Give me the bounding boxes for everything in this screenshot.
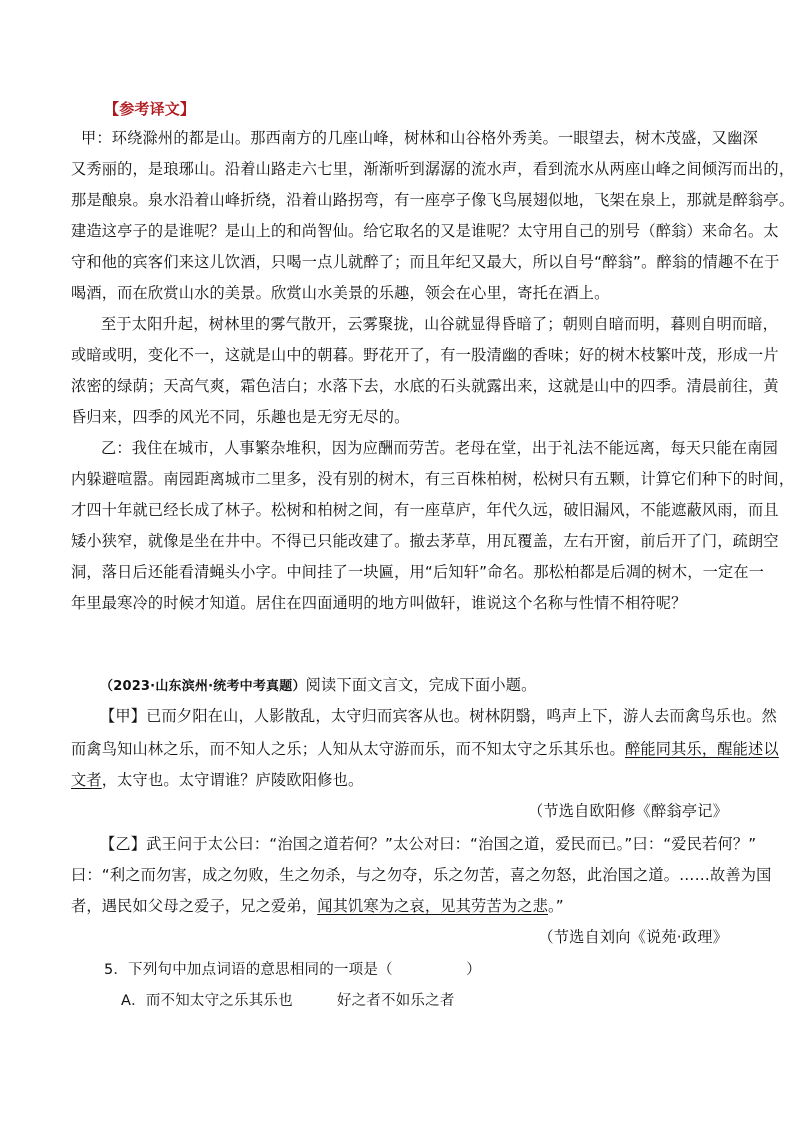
yi-line-3 xyxy=(71,896,564,916)
underlined-sentence: 醉能同其乐，醒能述以 xyxy=(624,740,779,758)
yi-line-2: 曰：“利之而勿害，成之勿败，生之勿杀，与之勿夺，乐之勿苦，喜之勿怒，此治国之道。……故善为国 xyxy=(71,866,772,884)
jia-text: ，太守也。太守谓谁？庐陵欧阳修也。 xyxy=(101,771,364,789)
jia-line-3 xyxy=(71,770,363,790)
question-5: 5．下列句中加点词语的意思相同的一项是（ ） xyxy=(104,962,481,978)
paragraph-line: 喝酒，而在欣赏山水的美景。欣赏山水美景的乐趣，领会在心里，寄托在酒上。 xyxy=(71,284,610,302)
paragraph-line: 那是酿泉。泉水沿着山峰折绕，沿着山路拐弯，有一座亭子像飞鸟展翅似地，飞架在泉上，那就是醉翁亭。 xyxy=(71,191,794,209)
underlined-sentence: 文者 xyxy=(71,771,102,789)
question-source: （2023·山东滨州·统考中考真题） xyxy=(100,679,306,694)
jia-label: 【甲】 xyxy=(100,707,147,725)
jia-line-2 xyxy=(71,739,779,759)
paragraph-line: 内躲避喧嚣。南园距离城市二里多，没有别的树木，有三百株柏树，松树只有五颗，计算它们种下的时间， xyxy=(71,470,794,488)
paragraph-line: 守和他的宾客们来这儿饮酒，只喝一点儿就醉了；而且年纪又最大，所以自号“醉翁”。醉翁的情趣不在于 xyxy=(71,253,780,271)
yi-text: 。” xyxy=(548,897,564,915)
yi-citation: （节选自刘向《说苑·政理》 xyxy=(538,928,728,946)
paragraph-line: 乙：我住在城市，人事繁杂堆积，因为应酬而劳苦。老母在堂，出于礼法不能远离，每天只能在南园 xyxy=(101,439,779,457)
paragraph-line: 昏归来，四季的风光不同，乐趣也是无穷无尽的。 xyxy=(71,408,410,426)
question-source-line xyxy=(100,675,536,697)
underlined-sentence: 闻其饥寒为之哀，见其劳苦为之悲 xyxy=(317,897,549,915)
reference-heading: 【参考译文】 xyxy=(104,100,196,118)
paragraph-line: 建造这亭子的是谁呢？是山上的和尚智仙。给它取名的又是谁呢？太守用自己的别号（醉翁）来命名。太 xyxy=(71,222,779,240)
yi-line-1 xyxy=(100,834,756,854)
question-intro: 阅读下面文言文，完成下面小题。 xyxy=(305,676,537,694)
paragraph-line: 才四十年就已经长成了林子。松树和柏树之间，有一座草庐，年代久远，破旧漏风，不能遮蔽风雨，而且 xyxy=(71,501,779,519)
yi-text: 武王问于太公曰：“治国之道若何？”太公对曰：“治国之道，爱民而已。”曰：“爱民若何？” xyxy=(146,835,757,853)
yi-label: 【乙】 xyxy=(100,835,147,853)
paragraph-line: 至于太阳升起，树林里的雾气散开，云雾聚拢，山谷就显得昏暗了；朝则自暗而明，暮则自明而暗， xyxy=(101,315,779,333)
paragraph-line: 又秀丽的，是琅琊山。沿着山路走六七里，渐渐听到潺潺的流水声，看到流水从两座山峰之间倾泻而出的， xyxy=(71,160,794,178)
jia-citation: （节选自欧阳修《醉翁亭记》 xyxy=(527,802,728,820)
paragraph-line: 矮小狭窄，就像是坐在井中。不得已只能改建了。撤去茅草，用瓦覆盖，左右开窗，前后开了门，疏朗空 xyxy=(71,532,779,550)
question-5-option-a: A．而不知太守之乐其乐也 好之者不如乐之者 xyxy=(121,993,455,1009)
jia-text: 已而夕阳在山，人影散乱，太守归而宾客从也。树林阴翳，鸣声上下，游人去而禽鸟乐也。然 xyxy=(146,707,778,725)
jia-text: 而禽鸟知山林之乐，而不知人之乐；人知从太守游而乐，而不知太守之乐其乐也。 xyxy=(71,740,625,758)
jia-line-1 xyxy=(100,706,777,726)
yi-text: 者，遇民如父母之爱子，兄之爱弟， xyxy=(71,897,318,915)
paragraph-line: 浓密的绿荫；天高气爽，霜色洁白；水落下去，水底的石头就露出来，这就是山中的四季。清晨前往，黄 xyxy=(71,377,779,395)
paragraph-line: 洞，落日后还能看清蝇头小字。中间挂了一块匾，用“后知轩”命名。那松柏都是后凋的树木，一定在一 xyxy=(71,563,765,581)
paragraph-line: 年里最寒冷的时候才知道。居住在四面通明的地方叫做轩，谁说这个名称与性情不相符呢？ xyxy=(71,594,687,612)
paragraph-line: 甲：环绕滁州的都是山。那西南方的几座山峰，树林和山谷格外秀美。一眼望去，树木茂盛，又幽深 xyxy=(81,129,759,147)
paragraph-line: 或暗或明，变化不一，这就是山中的朝暮。野花开了，有一股清幽的香味；好的树木枝繁叶茂，形成一片 xyxy=(71,346,779,364)
